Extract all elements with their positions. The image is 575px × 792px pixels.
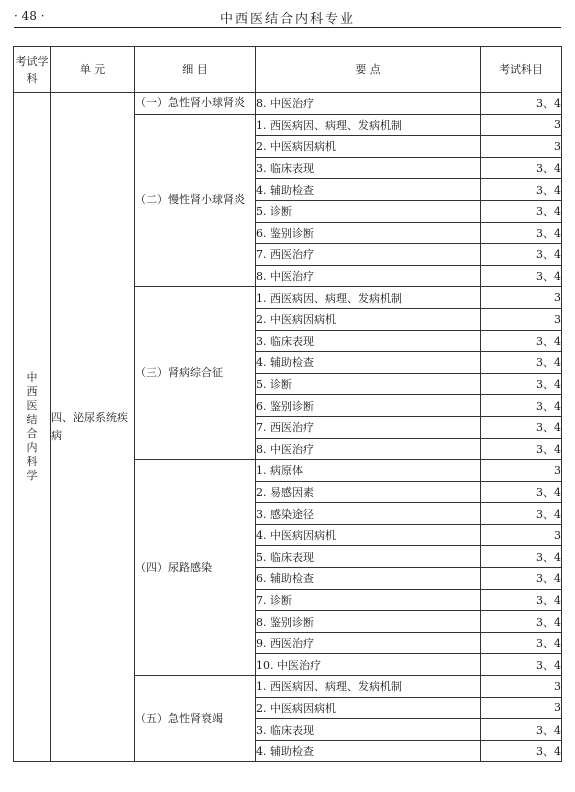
subject-label: 中西医结合内科学: [26, 371, 38, 483]
level-cell: 3: [481, 676, 562, 698]
level-cell: 3、4: [481, 740, 562, 762]
point-cell: 1. 西医病因、病理、发病机制: [256, 287, 481, 309]
point-cell: 10. 中医治疗: [256, 654, 481, 676]
level-cell: 3、4: [481, 265, 562, 287]
level-cell: 3、4: [481, 503, 562, 525]
point-cell: 5. 临床表现: [256, 546, 481, 568]
section-cell: [135, 114, 256, 287]
point-cell: 3. 感染途径: [256, 503, 481, 525]
level-cell: 3、4: [481, 546, 562, 568]
level-cell: 3: [481, 114, 562, 136]
level-cell: 3: [481, 136, 562, 158]
point-cell: 5. 诊断: [256, 200, 481, 222]
level-cell: 3、4: [481, 481, 562, 503]
header-unit: 单 元: [51, 47, 135, 93]
level-cell: 3、4: [481, 568, 562, 590]
point-cell: 3. 临床表现: [256, 157, 481, 179]
level-cell: 3、4: [481, 222, 562, 244]
table-row: [14, 93, 562, 115]
level-cell: 3、4: [481, 611, 562, 633]
section-title: （二）慢性肾小球肾炎: [135, 193, 245, 207]
level-cell: 3: [481, 287, 562, 309]
level-cell: 3、4: [481, 416, 562, 438]
point-cell: 2. 中医病因病机: [256, 697, 481, 719]
section-title: （四）尿路感染: [135, 560, 212, 574]
point-cell: 2. 中医病因病机: [256, 308, 481, 330]
table-body: [14, 93, 562, 762]
header-subject: 考试学科: [14, 47, 51, 93]
level-cell: 3、4: [481, 654, 562, 676]
header-points: 要 点: [256, 47, 481, 93]
level-cell: 3、4: [481, 244, 562, 266]
point-cell: 3. 临床表现: [256, 719, 481, 741]
point-cell: 4. 辅助检查: [256, 740, 481, 762]
point-cell: 5. 诊断: [256, 373, 481, 395]
header-rule: [14, 27, 561, 28]
section-cell: [135, 287, 256, 460]
point-cell: 2. 中医病因病机: [256, 136, 481, 158]
point-cell: 4. 辅助检查: [256, 352, 481, 374]
section-title: （三）肾病综合征: [135, 366, 223, 380]
page-number: · 48 ·: [14, 9, 45, 23]
section-title: （五）急性肾衰竭: [135, 711, 223, 725]
level-cell: 3、4: [481, 438, 562, 460]
header-detail: 细 目: [135, 47, 256, 93]
point-cell: 4. 中医病因病机: [256, 524, 481, 546]
point-cell: 1. 西医病因、病理、发病机制: [256, 114, 481, 136]
level-cell: 3、4: [481, 719, 562, 741]
level-cell: 3、4: [481, 373, 562, 395]
level-cell: 3、4: [481, 632, 562, 654]
point-cell: 8. 中医治疗: [256, 93, 481, 115]
point-cell: 1. 西医病因、病理、发病机制: [256, 676, 481, 698]
level-cell: 3、4: [481, 352, 562, 374]
point-cell: 8. 中医治疗: [256, 265, 481, 287]
point-cell: 6. 辅助检查: [256, 568, 481, 590]
page-title: 中西医结合内科专业: [219, 12, 355, 27]
unit-cell: 四、泌尿系统疾病: [51, 93, 135, 762]
point-cell: 6. 鉴别诊断: [256, 395, 481, 417]
level-cell: 3、4: [481, 179, 562, 201]
point-cell: 8. 鉴别诊断: [256, 611, 481, 633]
header-level: 考试科目: [481, 47, 562, 93]
section-cell: [135, 676, 256, 762]
level-cell: 3: [481, 697, 562, 719]
level-cell: 3、4: [481, 157, 562, 179]
page-header: [14, 0, 561, 28]
point-cell: 9. 西医治疗: [256, 632, 481, 654]
section-title: （一）急性肾小球肾炎: [135, 96, 245, 110]
point-cell: 7. 诊断: [256, 589, 481, 611]
section-cell: [135, 460, 256, 676]
level-cell: 3: [481, 524, 562, 546]
syllabus-table: [13, 46, 562, 762]
point-cell: 3. 临床表现: [256, 330, 481, 352]
point-cell: 2. 易感因素: [256, 481, 481, 503]
level-cell: 3、4: [481, 330, 562, 352]
subject-cell: [14, 93, 51, 762]
point-cell: 7. 西医治疗: [256, 416, 481, 438]
section-cell: [135, 93, 256, 115]
level-cell: 3: [481, 460, 562, 482]
point-cell: 8. 中医治疗: [256, 438, 481, 460]
point-cell: 6. 鉴别诊断: [256, 222, 481, 244]
level-cell: 3、4: [481, 395, 562, 417]
level-cell: 3: [481, 308, 562, 330]
header-row: [14, 47, 562, 93]
level-cell: 3、4: [481, 93, 562, 115]
level-cell: 3、4: [481, 200, 562, 222]
level-cell: 3、4: [481, 589, 562, 611]
point-cell: 7. 西医治疗: [256, 244, 481, 266]
point-cell: 4. 辅助检查: [256, 179, 481, 201]
point-cell: 1. 病原体: [256, 460, 481, 482]
